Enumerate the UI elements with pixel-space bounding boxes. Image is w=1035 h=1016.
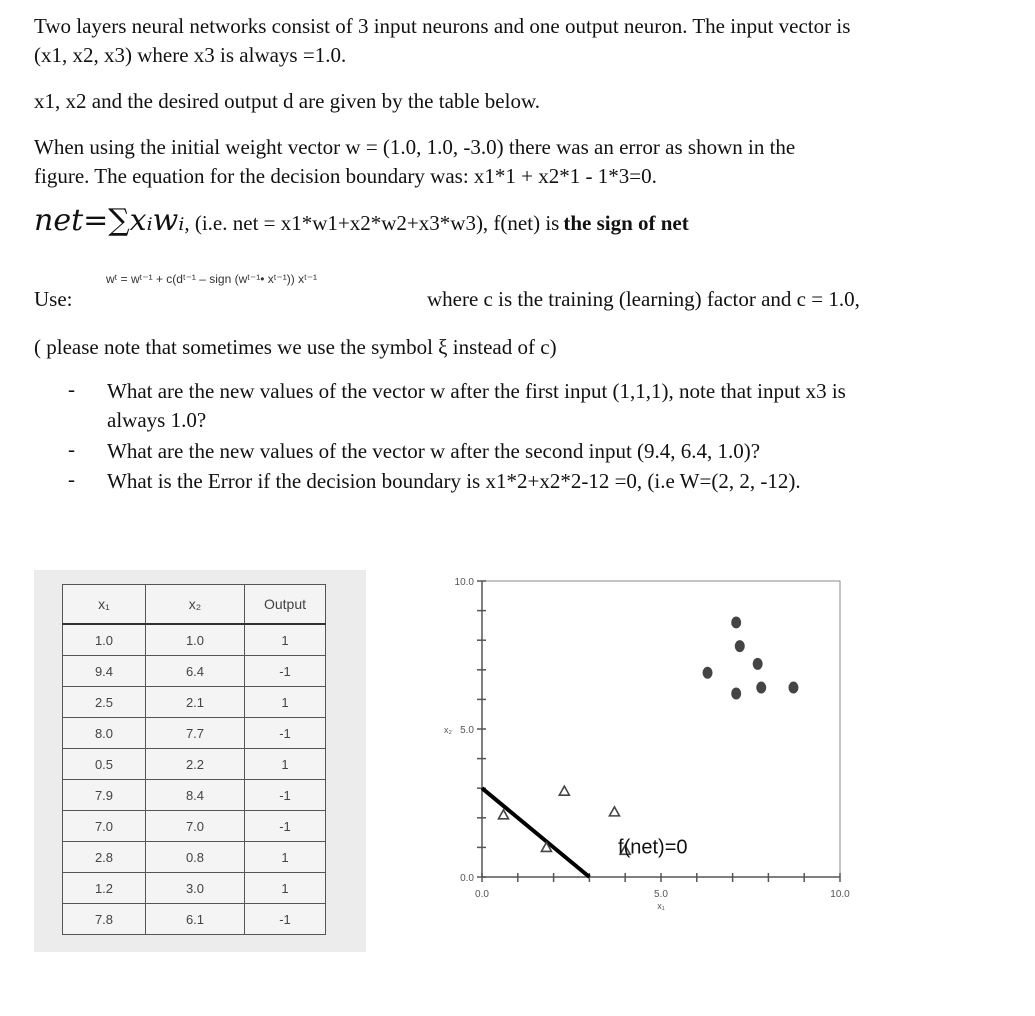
use-label: Use: (34, 287, 73, 311)
chart-labels (444, 577, 850, 911)
cell-x2: 0.8 (146, 842, 245, 873)
dot-point (756, 682, 766, 694)
cell-x2: 8.4 (146, 780, 245, 811)
question-2: What are the new values of the vector w after the second input (9.4, 6.4, 1.0)? (107, 439, 761, 463)
cell-x1: 0.5 (63, 749, 146, 780)
cell-x2: 2.1 (146, 687, 245, 718)
cell-x1: 1.2 (63, 873, 146, 904)
bullet-dash-1: - (68, 377, 75, 401)
boundary-label: f(net)=0 (618, 836, 688, 859)
table-row (63, 749, 326, 780)
cell-output: 1 (245, 873, 326, 904)
triangle-point (609, 807, 619, 816)
cell-x1: 1.0 (63, 624, 146, 656)
table-row (63, 904, 326, 935)
dot-point (731, 687, 741, 699)
cell-output: 1 (245, 687, 326, 718)
weight-line-1: When using the initial weight vector w = (1.0, 1.0, -3.0) there was an error as shown in the (34, 135, 796, 159)
triangle-point (559, 786, 569, 795)
table-intro: x1, x2 and the desired output d are given by the table below. (34, 89, 540, 113)
cell-output: 1 (245, 842, 326, 873)
intro-line-2: (x1, x2, x3) where x3 is always =1.0. (34, 43, 347, 67)
cell-x2: 6.4 (146, 656, 245, 687)
dot-point (703, 667, 713, 679)
dot-point (735, 640, 745, 652)
y-tick-label: 5.0 (460, 725, 474, 736)
note-text: ( please note that sometimes we use the symbol ξ instead of c) (34, 335, 557, 359)
net-sign-bold: the sign of net (563, 211, 689, 235)
dot-point (753, 658, 763, 670)
dot-point (788, 682, 798, 694)
net-formula-line: net=∑xᵢwᵢ, (i.e. net = x1*w1+x2*w2+x3*w3), f(net) is the sign of net (34, 203, 689, 238)
cell-x1: 7.0 (63, 811, 146, 842)
y-axis-label: x₂ (444, 725, 452, 735)
learning-factor-text: where c is the training (learning) factor and c = 1.0, (427, 287, 860, 311)
cell-output: -1 (245, 718, 326, 749)
table-row (63, 780, 326, 811)
cell-x2: 7.0 (146, 811, 245, 842)
data-table (62, 584, 326, 935)
intro-line-1: Two layers neural networks consist of 3 input neurons and one output neuron. The input vector is (34, 14, 851, 38)
cell-x1: 2.5 (63, 687, 146, 718)
cell-x2: 6.1 (146, 904, 245, 935)
bullet-dash-3: - (68, 467, 75, 491)
cell-x2: 1.0 (146, 624, 245, 656)
table-row (63, 656, 326, 687)
question-1-line-1: What are the new values of the vector w after the first input (1,1,1), note that input x3 is (107, 379, 846, 403)
net-sum-formula: net=∑xᵢwᵢ (34, 203, 185, 238)
cell-x1: 9.4 (63, 656, 146, 687)
weight-line-2: figure. The equation for the decision boundary was: x1*1 + x2*1 - 1*3=0. (34, 164, 657, 188)
decision-boundary-line (482, 788, 589, 877)
col-header-x1: x₁ (63, 585, 146, 625)
table-row (63, 873, 326, 904)
x-axis-label: x₁ (657, 901, 665, 911)
dot-point (731, 616, 741, 628)
y-tick-label: 10.0 (454, 577, 474, 588)
cell-x2: 2.2 (146, 749, 245, 780)
update-rule-formula: wᵗ = wᵗ⁻¹ + c(dᵗ⁻¹ – sign (wᵗ⁻¹• xᵗ⁻¹)) xᵗ⁻¹ (106, 272, 318, 286)
x-tick-label: 0.0 (475, 889, 489, 900)
x-tick-label: 5.0 (654, 889, 668, 900)
y-tick-label: 0.0 (460, 873, 474, 884)
net-explanation: (i.e. net = x1*w1+x2*w2+x3*w3), f(net) is (194, 211, 560, 235)
cell-x1: 7.9 (63, 780, 146, 811)
table-row (63, 687, 326, 718)
question-3: What is the Error if the decision boundary is x1*2+x2*2-12 =0, (i.e W=(2, 2, -12). (107, 469, 801, 493)
bullet-dash-2: - (68, 437, 75, 461)
cell-output: -1 (245, 780, 326, 811)
question-1-line-2: always 1.0? (107, 408, 207, 432)
cell-output: 1 (245, 749, 326, 780)
table-row (63, 718, 326, 749)
table-row (63, 842, 326, 873)
cell-x1: 8.0 (63, 718, 146, 749)
table-row (63, 811, 326, 842)
cell-output: -1 (245, 811, 326, 842)
col-header-output: Output (245, 585, 326, 625)
x-tick-label: 10.0 (830, 889, 850, 900)
cell-x1: 7.8 (63, 904, 146, 935)
table-row (63, 624, 326, 656)
data-table-image (34, 570, 366, 952)
cell-x2: 3.0 (146, 873, 245, 904)
scatter-chart (420, 565, 870, 940)
cell-output: -1 (245, 904, 326, 935)
cell-output: -1 (245, 656, 326, 687)
col-header-x2: x₂ (146, 585, 245, 625)
cell-x1: 2.8 (63, 842, 146, 873)
cell-x2: 7.7 (146, 718, 245, 749)
cell-output: 1 (245, 624, 326, 656)
